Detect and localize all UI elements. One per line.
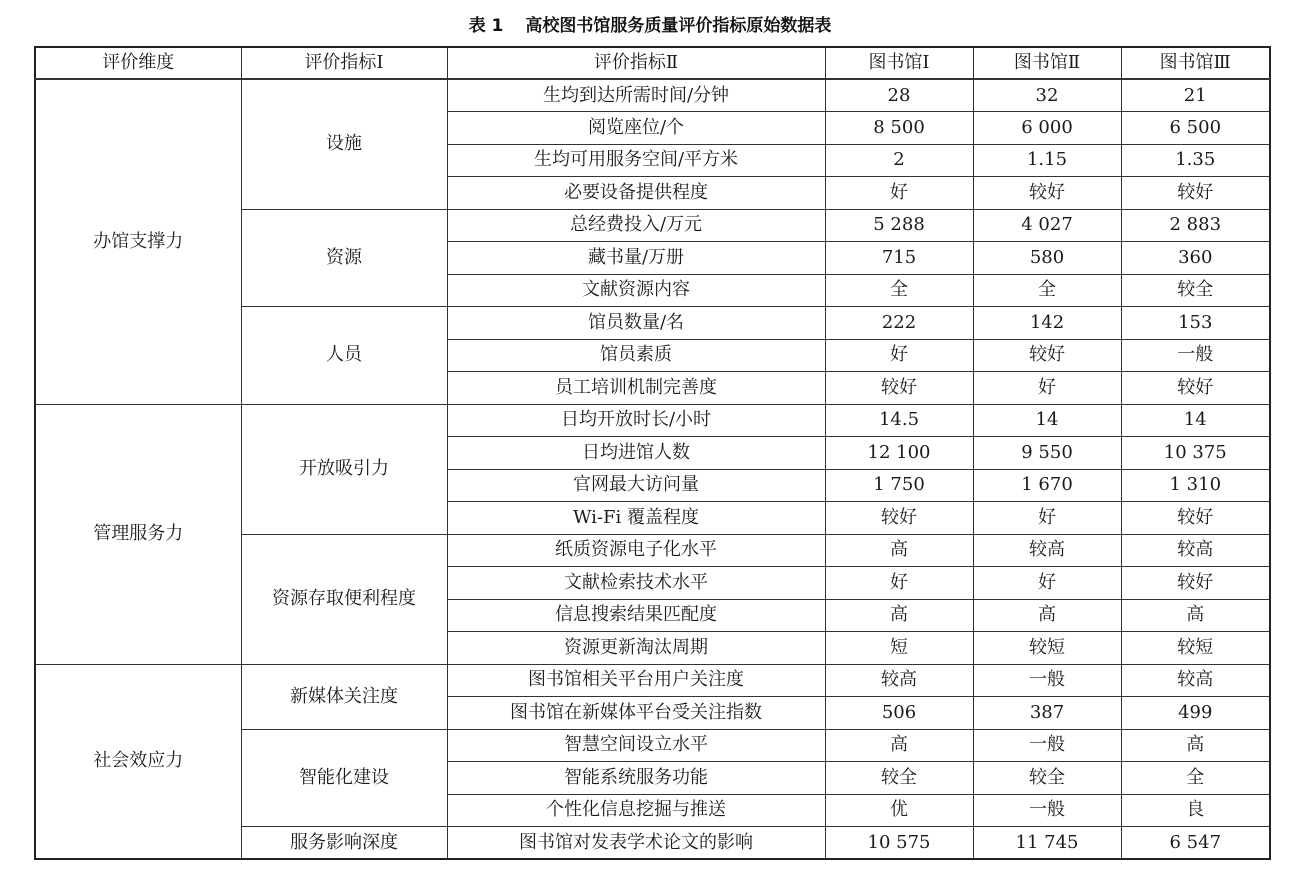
- library-1-value-cell: 14.5: [825, 404, 973, 437]
- table-body: [35, 79, 1270, 859]
- dimension-cell: 管理服务力: [35, 404, 241, 664]
- library-1-value-cell: 5 288: [825, 209, 973, 242]
- table-row: [35, 79, 1270, 112]
- dimension-cell: 办馆支撑力: [35, 79, 241, 404]
- library-3-value-cell: 高: [1121, 729, 1270, 762]
- library-2-value-cell: 1 670: [973, 469, 1121, 502]
- indicator-level2-cell: 纸质资源电子化水平: [447, 534, 825, 567]
- library-2-value-cell: 14: [973, 404, 1121, 437]
- indicator-level2-cell: 馆员数量/名: [447, 307, 825, 340]
- indicator-level1-cell: 人员: [241, 307, 447, 405]
- indicator-level2-cell: 图书馆对发表学术论文的影响: [447, 827, 825, 860]
- library-1-value-cell: 28: [825, 79, 973, 112]
- indicator-level2-cell: 官网最大访问量: [447, 469, 825, 502]
- indicator-level1-cell: 资源存取便利程度: [241, 534, 447, 664]
- indicator-level1-cell: 设施: [241, 79, 447, 209]
- library-3-value-cell: 1.35: [1121, 144, 1270, 177]
- library-1-value-cell: 较高: [825, 664, 973, 697]
- indicator-level1-cell: 新媒体关注度: [241, 664, 447, 729]
- indicator-level2-cell: 总经费投入/万元: [447, 209, 825, 242]
- library-1-value-cell: 好: [825, 567, 973, 600]
- library-1-value-cell: 好: [825, 339, 973, 372]
- indicator-level2-cell: 日均开放时长/小时: [447, 404, 825, 437]
- library-2-value-cell: 好: [973, 372, 1121, 405]
- indicator-level2-cell: Wi-Fi 覆盖程度: [447, 502, 825, 535]
- library-1-value-cell: 全: [825, 274, 973, 307]
- library-2-value-cell: 较好: [973, 177, 1121, 210]
- indicator-level2-cell: 生均可用服务空间/平方米: [447, 144, 825, 177]
- indicator-level2-cell: 信息搜索结果匹配度: [447, 599, 825, 632]
- library-3-value-cell: 6 500: [1121, 112, 1270, 145]
- library-1-value-cell: 12 100: [825, 437, 973, 470]
- column-header: 图书馆Ⅰ: [825, 47, 973, 79]
- table-title: 高校图书馆服务质量评价指标原始数据表: [525, 16, 832, 36]
- indicator-level2-cell: 文献检索技术水平: [447, 567, 825, 600]
- library-2-value-cell: 387: [973, 697, 1121, 730]
- library-1-value-cell: 10 575: [825, 827, 973, 860]
- library-2-value-cell: 32: [973, 79, 1121, 112]
- indicator-level2-cell: 资源更新淘汰周期: [447, 632, 825, 665]
- library-3-value-cell: 较短: [1121, 632, 1270, 665]
- library-2-value-cell: 全: [973, 274, 1121, 307]
- indicator-level2-cell: 日均进馆人数: [447, 437, 825, 470]
- library-1-value-cell: 短: [825, 632, 973, 665]
- library-2-value-cell: 1.15: [973, 144, 1121, 177]
- library-2-value-cell: 6 000: [973, 112, 1121, 145]
- library-1-value-cell: 2: [825, 144, 973, 177]
- library-3-value-cell: 14: [1121, 404, 1270, 437]
- library-3-value-cell: 高: [1121, 599, 1270, 632]
- dimension-cell: 社会效应力: [35, 664, 241, 859]
- library-3-value-cell: 较好: [1121, 372, 1270, 405]
- library-1-value-cell: 222: [825, 307, 973, 340]
- library-3-value-cell: 良: [1121, 794, 1270, 827]
- library-1-value-cell: 715: [825, 242, 973, 275]
- column-header: 图书馆Ⅲ: [1121, 47, 1270, 79]
- column-header: 评价指标Ⅱ: [447, 47, 825, 79]
- library-1-value-cell: 高: [825, 729, 973, 762]
- library-2-value-cell: 11 745: [973, 827, 1121, 860]
- library-3-value-cell: 6 547: [1121, 827, 1270, 860]
- library-3-value-cell: 499: [1121, 697, 1270, 730]
- indicator-level2-cell: 必要设备提供程度: [447, 177, 825, 210]
- library-1-value-cell: 较好: [825, 372, 973, 405]
- library-3-value-cell: 1 310: [1121, 469, 1270, 502]
- library-2-value-cell: 较高: [973, 534, 1121, 567]
- indicator-level2-cell: 智慧空间设立水平: [447, 729, 825, 762]
- library-3-value-cell: 一般: [1121, 339, 1270, 372]
- library-1-value-cell: 高: [825, 534, 973, 567]
- library-2-value-cell: 142: [973, 307, 1121, 340]
- library-2-value-cell: 好: [973, 567, 1121, 600]
- table-row: [35, 404, 1270, 437]
- library-3-value-cell: 较好: [1121, 502, 1270, 535]
- library-1-value-cell: 较好: [825, 502, 973, 535]
- column-header: 评价维度: [35, 47, 241, 79]
- library-2-value-cell: 4 027: [973, 209, 1121, 242]
- library-2-value-cell: 高: [973, 599, 1121, 632]
- library-3-value-cell: 较高: [1121, 534, 1270, 567]
- library-3-value-cell: 10 375: [1121, 437, 1270, 470]
- header-row: [35, 47, 1270, 79]
- library-2-value-cell: 一般: [973, 794, 1121, 827]
- library-3-value-cell: 2 883: [1121, 209, 1270, 242]
- library-2-value-cell: 9 550: [973, 437, 1121, 470]
- column-header: 图书馆Ⅱ: [973, 47, 1121, 79]
- indicator-level1-cell: 服务影响深度: [241, 827, 447, 860]
- indicator-level2-cell: 阅览座位/个: [447, 112, 825, 145]
- library-1-value-cell: 1 750: [825, 469, 973, 502]
- library-2-value-cell: 580: [973, 242, 1121, 275]
- library-1-value-cell: 好: [825, 177, 973, 210]
- library-2-value-cell: 一般: [973, 729, 1121, 762]
- library-3-value-cell: 21: [1121, 79, 1270, 112]
- library-1-value-cell: 高: [825, 599, 973, 632]
- library-3-value-cell: 全: [1121, 762, 1270, 795]
- library-3-value-cell: 较好: [1121, 177, 1270, 210]
- library-3-value-cell: 360: [1121, 242, 1270, 275]
- library-1-value-cell: 8 500: [825, 112, 973, 145]
- indicator-level2-cell: 馆员素质: [447, 339, 825, 372]
- library-2-value-cell: 一般: [973, 664, 1121, 697]
- library-2-value-cell: 好: [973, 502, 1121, 535]
- column-header: 评价指标Ⅰ: [241, 47, 447, 79]
- evaluation-data-table: [34, 46, 1271, 860]
- table-caption: [0, 14, 1300, 38]
- library-3-value-cell: 较好: [1121, 567, 1270, 600]
- indicator-level2-cell: 图书馆相关平台用户关注度: [447, 664, 825, 697]
- indicator-level1-cell: 开放吸引力: [241, 404, 447, 534]
- library-1-value-cell: 优: [825, 794, 973, 827]
- library-1-value-cell: 506: [825, 697, 973, 730]
- library-3-value-cell: 较高: [1121, 664, 1270, 697]
- indicator-level2-cell: 员工培训机制完善度: [447, 372, 825, 405]
- indicator-level2-cell: 图书馆在新媒体平台受关注指数: [447, 697, 825, 730]
- indicator-level2-cell: 藏书量/万册: [447, 242, 825, 275]
- table-row: [35, 664, 1270, 697]
- library-2-value-cell: 较好: [973, 339, 1121, 372]
- indicator-level2-cell: 智能系统服务功能: [447, 762, 825, 795]
- indicator-level2-cell: 生均到达所需时间/分钟: [447, 79, 825, 112]
- library-2-value-cell: 较全: [973, 762, 1121, 795]
- library-3-value-cell: 较全: [1121, 274, 1270, 307]
- library-3-value-cell: 153: [1121, 307, 1270, 340]
- indicator-level2-cell: 个性化信息挖掘与推送: [447, 794, 825, 827]
- indicator-level2-cell: 文献资源内容: [447, 274, 825, 307]
- indicator-level1-cell: 资源: [241, 209, 447, 307]
- table-number: 表 1: [468, 16, 504, 36]
- library-1-value-cell: 较全: [825, 762, 973, 795]
- library-2-value-cell: 较短: [973, 632, 1121, 665]
- indicator-level1-cell: 智能化建设: [241, 729, 447, 827]
